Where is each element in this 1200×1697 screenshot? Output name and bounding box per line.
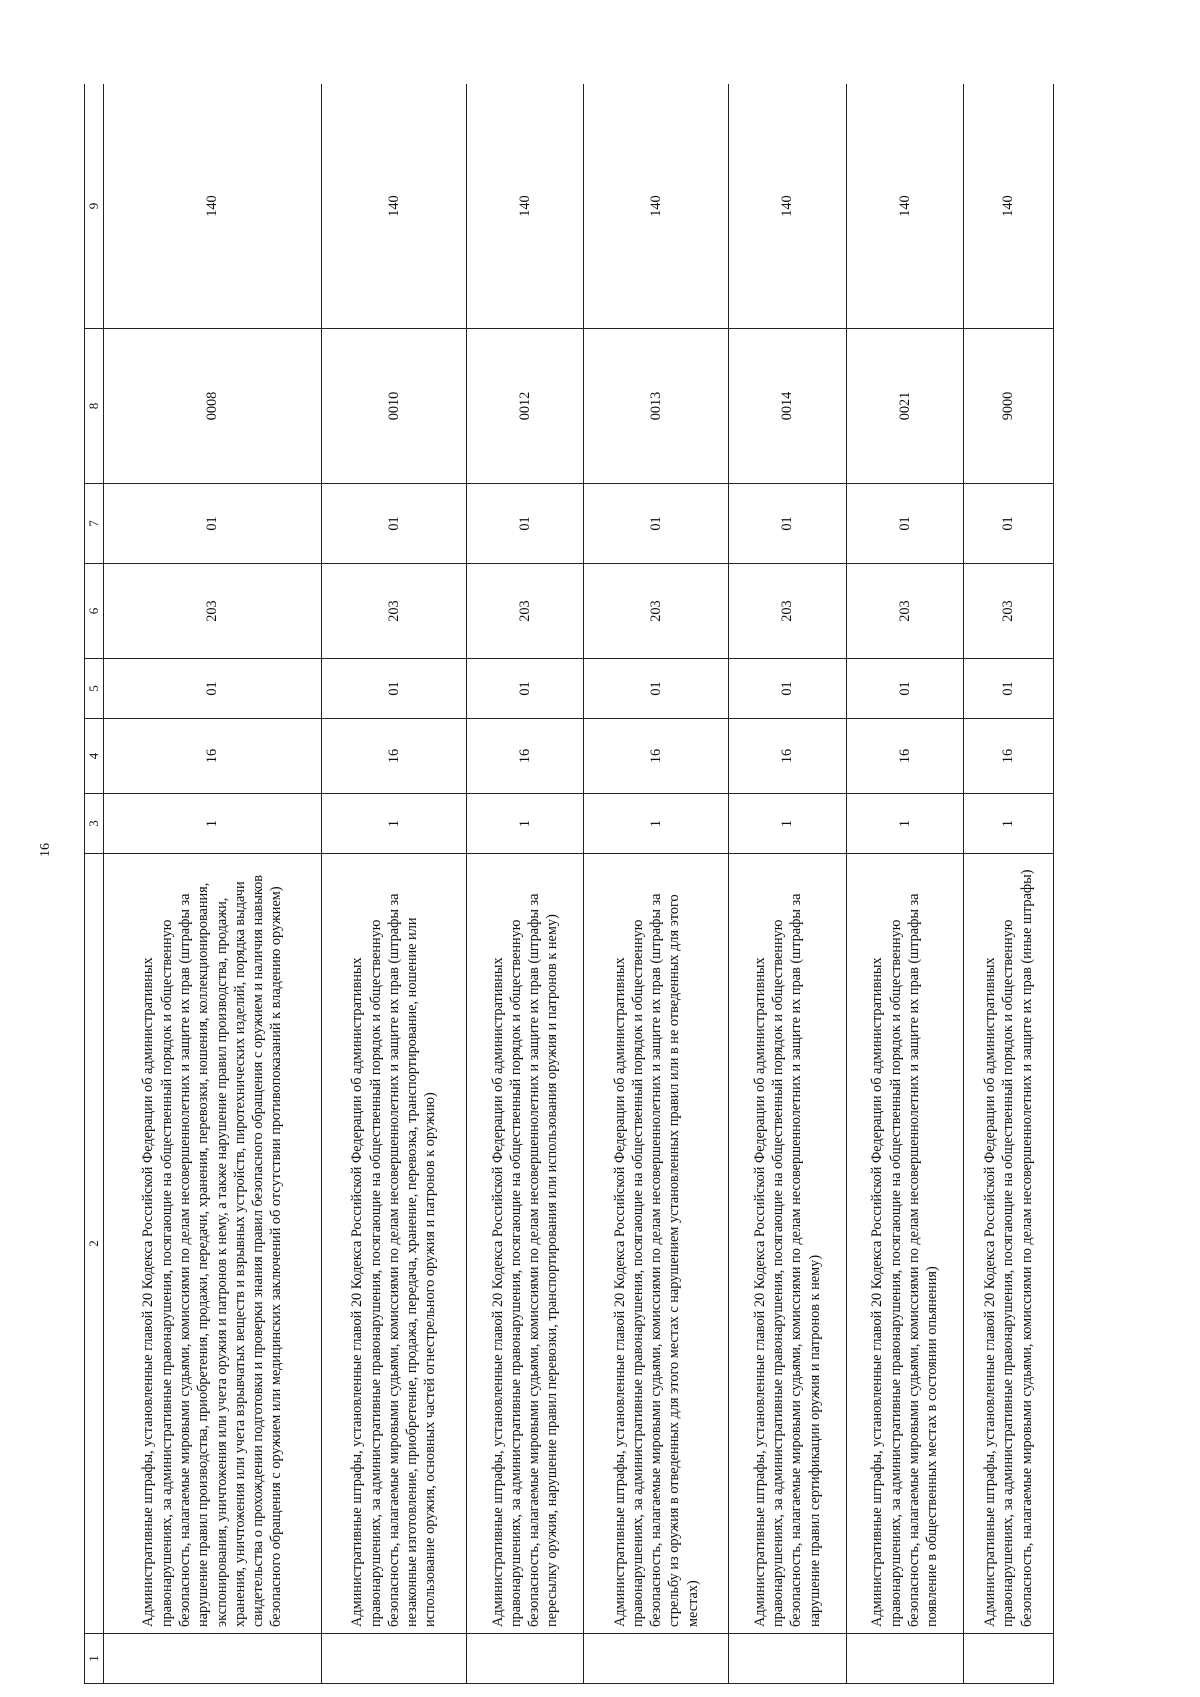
- cell-description: Административные штрафы, установленные главой 20 Кодекса Российской Федерации об административных правонарушениях, за административные правонарушения, посягающие на общественный порядок и общественную безопасность, налагаемые мировыми судьями, комиссиями по делам несовершеннолетних и защите их прав (штрафы за нарушение правил сертификации оружия и патронов к нему): [729, 854, 846, 1634]
- cell-col-6: 203: [964, 564, 1054, 659]
- cell-description: Административные штрафы, установленные главой 20 Кодекса Российской Федерации об административных правонарушениях, за административные правонарушения, посягающие на общественный порядок и общественную безопасность, налагаемые мировыми судьями, комиссиями по делам несовершеннолетних и защите их прав (штрафы за незаконные изготовление, приобретение, продажа, передача, хранение, перевозка, транспортирование, ношение или использование оружия, основных частей огнестрельного оружия и патронов к оружию): [322, 854, 467, 1634]
- header-col-2: 2: [85, 854, 104, 1634]
- cell-description: Административные штрафы, установленные главой 20 Кодекса Российской Федерации об административных правонарушениях, за административные правонарушения, посягающие на общественный порядок и общественную безопасность, налагаемые мировыми судьями, комиссиями по делам несовершеннолетних и защите их прав (иные штрафы): [964, 854, 1054, 1634]
- cell-col-9: 140: [466, 84, 583, 329]
- rotated-table-frame: [84, 84, 1054, 1684]
- cell-col-9: 140: [322, 84, 467, 329]
- cell-description: Административные штрафы, установленные главой 20 Кодекса Российской Федерации об административных правонарушениях, за административные правонарушения, посягающие на общественный порядок и общественную безопасность, налагаемые мировыми судьями, комиссиями по делам несовершеннолетних и защите их прав (штрафы за пересылку оружия, нарушение правил перевозки, транспортирования или использования оружия и патронов к нему): [466, 854, 583, 1634]
- cell-col-9: 140: [584, 84, 729, 329]
- cell-col-4: 16: [584, 719, 729, 794]
- cell-col-6: 203: [729, 564, 846, 659]
- cell-col-7: 01: [846, 484, 963, 564]
- cell-col-5: 01: [104, 659, 322, 719]
- cell-col-4: 16: [322, 719, 467, 794]
- table-row: [729, 84, 846, 1684]
- cell-col-4: 16: [964, 719, 1054, 794]
- cell-col-1: [584, 1634, 729, 1684]
- cell-col-6: 203: [104, 564, 322, 659]
- table-row: [104, 84, 322, 1684]
- header-col-8: 8: [85, 329, 104, 484]
- header-col-5: 5: [85, 659, 104, 719]
- cell-col-9: 140: [846, 84, 963, 329]
- cell-col-5: 01: [466, 659, 583, 719]
- table-row: [466, 84, 583, 1684]
- cell-description: Административные штрафы, установленные главой 20 Кодекса Российской Федерации об административных правонарушениях, за административные правонарушения, посягающие на общественный порядок и общественную безопасность, налагаемые мировыми судьями, комиссиями по делам несовершеннолетних и защите их прав (штрафы за появление в общественных местах в состоянии опьянения): [846, 854, 963, 1634]
- cell-col-8: 0013: [584, 329, 729, 484]
- cell-col-6: 203: [466, 564, 583, 659]
- header-col-4: 4: [85, 719, 104, 794]
- cell-col-3: 1: [964, 794, 1054, 854]
- cell-col-3: 1: [322, 794, 467, 854]
- header-col-7: 7: [85, 484, 104, 564]
- table-row: [964, 84, 1054, 1684]
- table-row: [846, 84, 963, 1684]
- cell-col-3: 1: [466, 794, 583, 854]
- cell-col-6: 203: [584, 564, 729, 659]
- cell-description: Административные штрафы, установленные главой 20 Кодекса Российской Федерации об административных правонарушениях, за административные правонарушения, посягающие на общественный порядок и общественную безопасность, налагаемые мировыми судьями, комиссиями по делам несовершеннолетних и защите их прав (штрафы за нарушение правил производства, приобретения, продажи, передачи, хранения, перевозки, ношения, коллекционирования, экспонирования, уничтожения или учета оружия и патронов к нему, а также нарушение правил производства, продажи, хранения, уничтожения или учета взрывчатых веществ и взрывных устройств, пиротехнических изделий, порядка выдачи свидетельства о прохождении подготовки и проверки знания правил безопасного обращения с оружием и наличия навыков безопасного обращения с оружием или медицинских заключений об отсутствии противопоказаний к владению оружием): [104, 854, 322, 1634]
- cell-col-7: 01: [322, 484, 467, 564]
- cell-col-5: 01: [584, 659, 729, 719]
- cell-col-3: 1: [104, 794, 322, 854]
- cell-col-7: 01: [964, 484, 1054, 564]
- cell-col-9: 140: [729, 84, 846, 329]
- cell-col-5: 01: [322, 659, 467, 719]
- cell-col-8: 0012: [466, 329, 583, 484]
- cell-col-1: [104, 1634, 322, 1684]
- cell-col-1: [466, 1634, 583, 1684]
- cell-col-7: 01: [104, 484, 322, 564]
- cell-col-8: 0014: [729, 329, 846, 484]
- cell-col-1: [846, 1634, 963, 1684]
- rotated-table-container: [84, 84, 1054, 1684]
- fines-table: [84, 84, 1054, 1684]
- cell-col-1: [729, 1634, 846, 1684]
- cell-col-9: 140: [104, 84, 322, 329]
- table-row: [584, 84, 729, 1684]
- cell-col-5: 01: [846, 659, 963, 719]
- cell-col-3: 1: [584, 794, 729, 854]
- cell-col-3: 1: [846, 794, 963, 854]
- cell-col-4: 16: [846, 719, 963, 794]
- cell-col-5: 01: [964, 659, 1054, 719]
- cell-col-1: [964, 1634, 1054, 1684]
- table-row: [322, 84, 467, 1684]
- cell-col-8: 0010: [322, 329, 467, 484]
- header-col-1: 1: [85, 1634, 104, 1684]
- cell-col-4: 16: [466, 719, 583, 794]
- cell-col-7: 01: [466, 484, 583, 564]
- cell-col-4: 16: [729, 719, 846, 794]
- header-col-3: 3: [85, 794, 104, 854]
- page-number: 16: [38, 843, 53, 857]
- cell-col-8: 0008: [104, 329, 322, 484]
- cell-col-8: 9000: [964, 329, 1054, 484]
- cell-col-7: 01: [584, 484, 729, 564]
- cell-col-3: 1: [729, 794, 846, 854]
- cell-col-1: [322, 1634, 467, 1684]
- cell-col-8: 0021: [846, 329, 963, 484]
- cell-col-9: 140: [964, 84, 1054, 329]
- cell-col-6: 203: [322, 564, 467, 659]
- cell-col-4: 16: [104, 719, 322, 794]
- cell-col-7: 01: [729, 484, 846, 564]
- header-col-9: 9: [85, 84, 104, 329]
- cell-col-6: 203: [846, 564, 963, 659]
- cell-col-5: 01: [729, 659, 846, 719]
- header-row: [85, 84, 104, 1684]
- header-col-6: 6: [85, 564, 104, 659]
- cell-description: Административные штрафы, установленные главой 20 Кодекса Российской Федерации об административных правонарушениях, за административные правонарушения, посягающие на общественный порядок и общественную безопасность, налагаемые мировыми судьями, комиссиями по делам несовершеннолетних и защите их прав (штрафы за стрельбу из оружия в отведенных для этого местах с нарушением установленных правил или в не отведенных для этого местах): [584, 854, 729, 1634]
